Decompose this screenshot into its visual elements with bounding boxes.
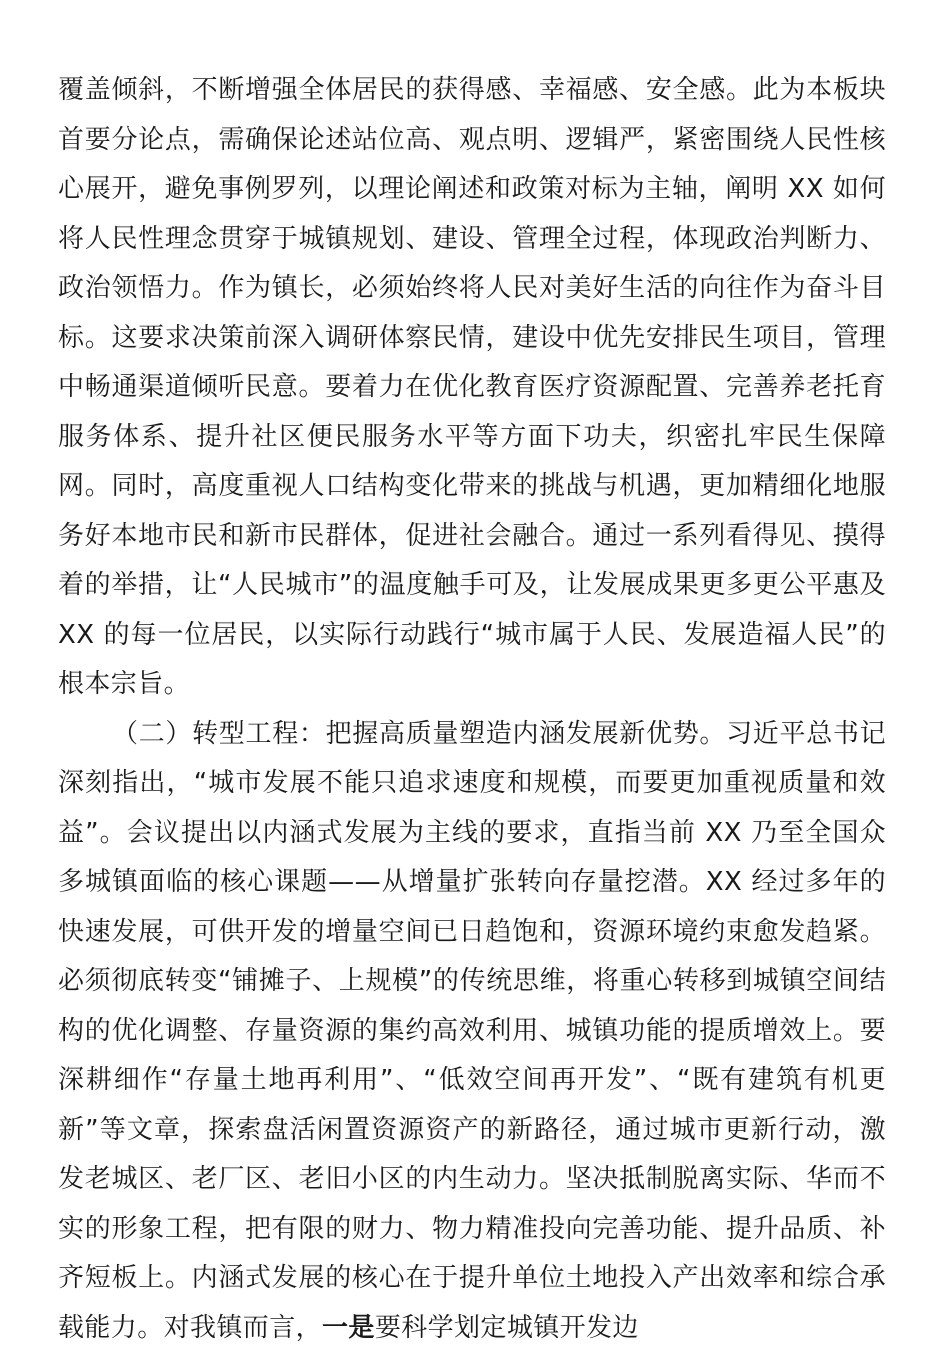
paragraph-people-centered <box>58 66 886 710</box>
paragraph-transformation-project <box>58 710 886 1353</box>
paragraph-text-before-bold: （二）转型工程：把握高质量塑造内涵发展新优势。习近平总书记深刻指出，“城市发展不能只追求速度和规模，而要更加重视质量和效益”。会议提出以内涵式发展为主线的要求，直指当前 XX 乃至全国众多城镇面临的核心课题——从增量扩张转向存量挖潜。XX 经过多年的快速发展，可供开发的增量空间已日趋饱和，资源环境约束愈发趋紧。必须彻底转变“铺摊子、上规模”的传统思维，将重心转移到城镇空间结构的优化调整、存量资源的集约高效利用、城镇功能的提质增效上。要深耕细作“存量土地再利用”、“低效空间再开发”、“既有建筑有机更新”等文章，探索盘活闲置资源资产的新路径，通过城市更新行动，激发老城区、老厂区、老旧小区的内生动力。坚决抵制脱离实际、华而不实的形象工程，把有限的财力、物力精准投向完善功能、提升品质、补齐短板上。内涵式发展的核心在于提升单位土地投入产出效率和综合承载能力。对我镇而言， <box>58 719 886 1343</box>
paragraph-text: 覆盖倾斜，不断增强全体居民的获得感、幸福感、安全感。此为本板块首要分论点，需确保论述站位高、观点明、逻辑严，紧密围绕人民性核心展开，避免事例罗列，以理论阐述和政策对标为主轴，阐明 XX 如何将人民性理念贯穿于城镇规划、建设、管理全过程，体现政治判断力、政治领悟力。作为镇长，必须始终将人民对美好生活的向往作为奋斗目标。这要求决策前深入调研体察民情，建设中优先安排民生项目，管理中畅通渠道倾听民意。要着力在优化教育医疗资源配置、完善养老托育服务体系、提升社区便民服务水平等方面下功夫，织密扎牢民生保障网。同时，高度重视人口结构变化带来的挑战与机遇，更加精细化地服务好本地市民和新市民群体，促进社会融合。通过一系列看得见、摸得着的举措，让“人民城市”的温度触手可及，让发展成果更多更公平惠及 XX 的每一位居民，以实际行动践行“城市属于人民、发展造福人民”的根本宗旨。 <box>58 75 886 699</box>
bold-point-marker: 一是 <box>322 1313 375 1343</box>
document-body <box>58 66 886 1353</box>
paragraph-text-after-bold: 要科学划定城镇开发边 <box>375 1313 639 1343</box>
